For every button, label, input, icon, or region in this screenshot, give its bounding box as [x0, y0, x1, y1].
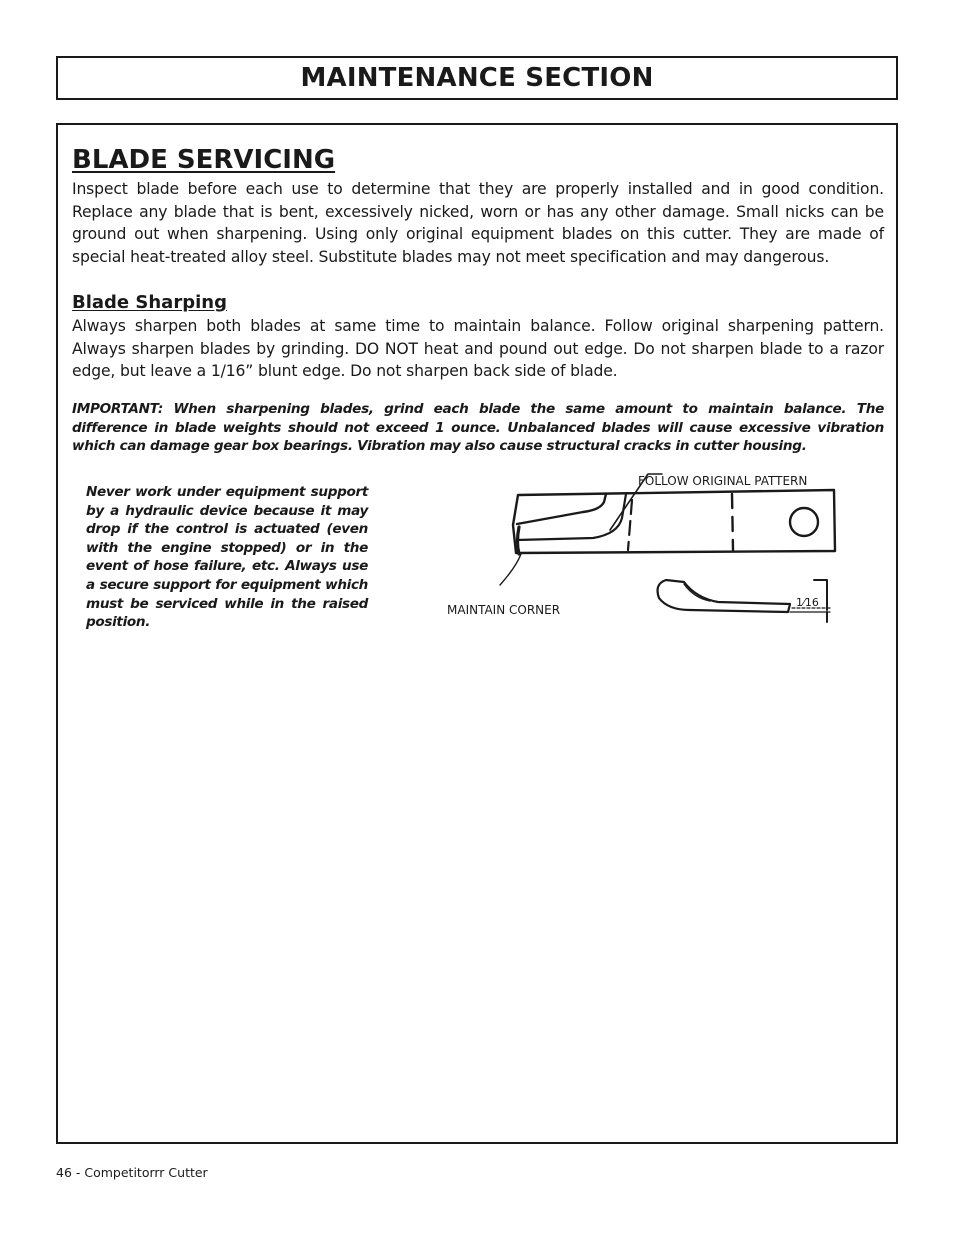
content-box: [56, 123, 898, 1144]
blade-servicing-title: BLADE SERVICING: [72, 145, 336, 175]
important-note: IMPORTANT: When sharpening blades, grind each blade the same amount to maintain balance. The difference in blade weights should not exceed 1 ounce. Unbalanced blades will cause excessive vibration which can damage gear box bearings. Vibration may also cause structural cracks in cutter housing.: [72, 401, 884, 455]
blade-outline: [513, 490, 835, 553]
blunt-edge-dimension-label: 1⁄16: [796, 596, 819, 609]
blade-diagram: [438, 470, 858, 655]
mounting-hole-icon: [790, 508, 818, 536]
blade-bevel-edge: [517, 494, 606, 524]
section-header-title: MAINTENANCE SECTION: [300, 63, 654, 93]
blade-servicing-intro: Inspect blade before each use to determine that they are properly installed and in good condition. Replace any blade that is bent, excessively nicked, worn or has any other damage. Small nicks can be ground out when sharpening. Using only original equipment blades on this cutter. They are made of special heat-treated alloy steel. Substitute blades may not meet specification and may dangerous.: [72, 180, 884, 266]
maintain-corner-label: MAINTAIN CORNER: [447, 603, 561, 617]
blade-sharping-text: Always sharpen both blades at same time to maintain balance. Follow original sharpening pattern. Always sharpen blades by grinding. DO NOT heat and pound out edge. Do not sharpen blade to a razor edge, but leave a 1/16” blunt edge. Do not sharpen back side of blade.: [72, 317, 884, 381]
blade-bevel-inner: [517, 494, 626, 540]
grind-line-1: [628, 500, 632, 550]
grind-line-2: [732, 494, 733, 550]
follow-pattern-label: FOLLOW ORIGINAL PATTERN: [638, 474, 808, 488]
section-header: [56, 56, 898, 100]
page-footer: 46 - Competitorrr Cutter: [56, 1165, 208, 1180]
blade-illustration: [438, 470, 858, 655]
safety-warning: Never work under equipment support by a hydraulic device because it may drop if the control is actuated (even with the engine stopped) or in the event of hose failure, etc. Always use a secure support for equipment which must be serviced while in the raised position.: [86, 484, 368, 631]
blade-profile: [658, 580, 790, 612]
corner-leader-line: [500, 554, 521, 585]
blade-sharping-title: Blade Sharping: [72, 292, 227, 313]
